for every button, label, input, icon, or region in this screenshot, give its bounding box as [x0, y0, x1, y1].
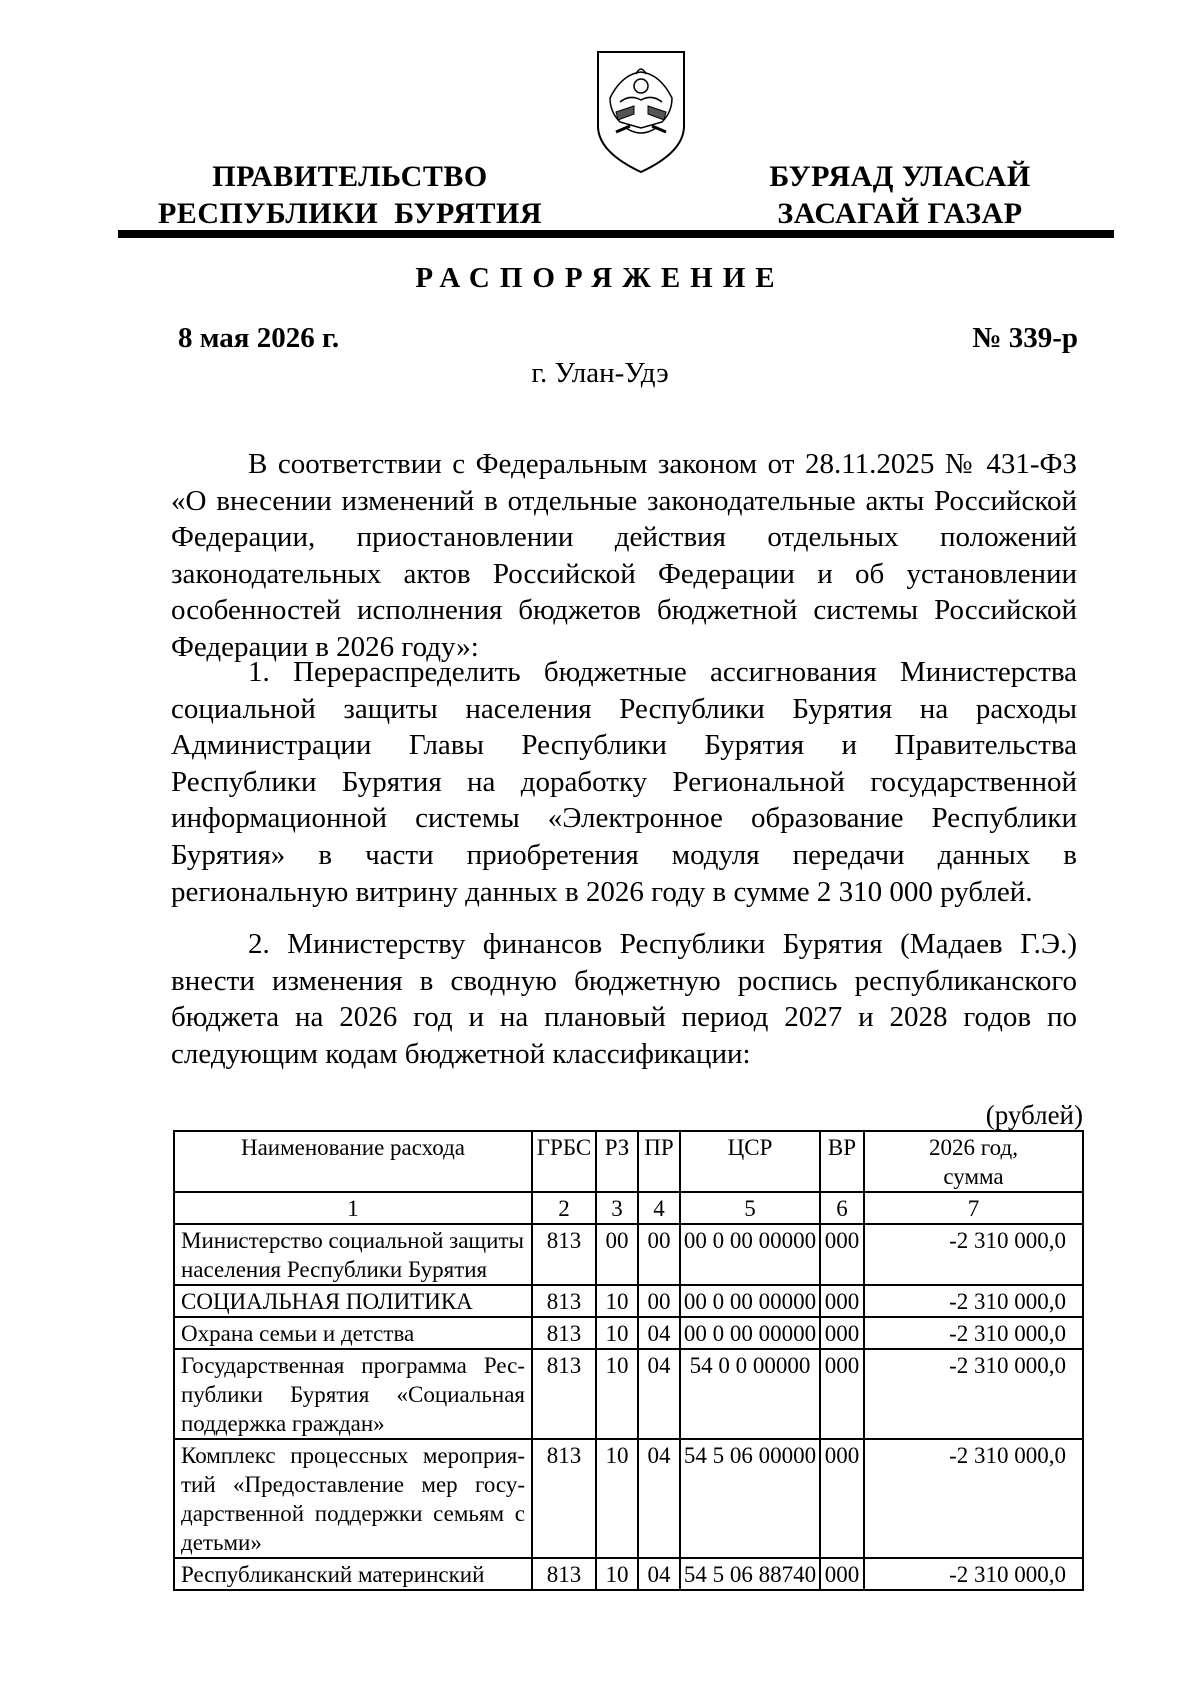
header-cell: ЦСР [680, 1131, 820, 1192]
table-row [174, 1349, 1083, 1439]
grbs-cell: 813 [532, 1558, 596, 1590]
csr-cell: 54 0 0 00000 [680, 1349, 820, 1439]
header-divider [118, 230, 1114, 238]
pr-cell: 00 [638, 1224, 680, 1285]
expense-name-cell: Государственная программа Республики Бурятия «Социальная поддержка граждан» [174, 1349, 532, 1439]
table-row [174, 1224, 1083, 1285]
vr-cell: 000 [820, 1439, 864, 1558]
government-name-russian [150, 158, 550, 232]
grbs-cell: 813 [532, 1349, 596, 1439]
rz-cell: 10 [596, 1439, 638, 1558]
document-type-title: РАСПОРЯЖЕНИЕ [415, 262, 785, 294]
grbs-cell: 813 [532, 1285, 596, 1317]
pr-cell: 04 [638, 1439, 680, 1558]
document-city: г. Улан-Удэ [531, 357, 669, 389]
expense-name-cell: Комплекс процессных мероприятий «Предоставление мер государственной поддержки семьям с детьми» [174, 1439, 532, 1558]
csr-cell: 54 5 06 88740 [680, 1558, 820, 1590]
pr-cell: 04 [638, 1558, 680, 1590]
rz-cell: 00 [596, 1224, 638, 1285]
header-cell: ВР [820, 1131, 864, 1192]
document-date: 8 мая 2026 г. [178, 322, 340, 354]
header-cell: Наименование расхода [174, 1131, 532, 1192]
budget-table [173, 1130, 1084, 1591]
amount-cell: -2 310 000,0 [864, 1224, 1083, 1285]
table-header-row [174, 1131, 1083, 1192]
header-cell: 2026 год, сумма [864, 1131, 1083, 1192]
expense-name-cell: Охрана семьи и детства [174, 1317, 532, 1349]
vr-cell: 000 [820, 1224, 864, 1285]
rz-cell: 10 [596, 1558, 638, 1590]
table-row [174, 1317, 1083, 1349]
expense-name-cell: Министерство социальной защиты населения Республики Бурятия [174, 1224, 532, 1285]
grbs-cell: 813 [532, 1317, 596, 1349]
government-name-buryat-line-2: ЗАСАГАЙ ГАЗАР [777, 197, 1023, 230]
pr-cell: 04 [638, 1349, 680, 1439]
vr-cell: 000 [820, 1285, 864, 1317]
table-row [174, 1439, 1083, 1558]
clause-1-paragraph: 1. Перераспределить бюджетные ассигнования Министерства социальной защиты населения Республики Бурятия на расходы Администрации Главы Республики Бурятия и Правительства Республики Бурятия на доработку Региональной государственной информационной системы «Электронное образование Республики Бурятия» в части приобретения модуля передачи данных в региональную витрину данных в 2026 году в сумме 2 310 000 рублей. [171, 656, 1077, 908]
rz-cell: 10 [596, 1317, 638, 1349]
table-units: (рублей) [985, 1100, 1083, 1130]
grbs-cell: 813 [532, 1224, 596, 1285]
preamble-paragraph: В соответствии с Федеральным законом от 28.11.2025 № 431-ФЗ «О внесении изменений в отдельные законодательные акты Российской Федерации, приостановлении действия отдельных положений законодательных актов Российской Федерации и об установлении особенностей исполнения бюджетов бюджетной системы Российской Федерации в 2026 году»: [171, 448, 1077, 663]
csr-cell: 00 0 00 00000 [680, 1285, 820, 1317]
header-cell: ГРБС [532, 1131, 596, 1192]
csr-cell: 54 5 06 00000 [680, 1439, 820, 1558]
column-number-cell: 1 [174, 1192, 532, 1224]
column-number-cell: 2 [532, 1192, 596, 1224]
table-row [174, 1558, 1083, 1590]
amount-cell: -2 310 000,0 [864, 1349, 1083, 1439]
column-number-cell: 7 [864, 1192, 1083, 1224]
vr-cell: 000 [820, 1349, 864, 1439]
amount-cell: -2 310 000,0 [864, 1317, 1083, 1349]
government-name-line-1: ПРАВИТЕЛЬСТВО [212, 160, 488, 193]
rz-cell: 10 [596, 1349, 638, 1439]
column-number-cell: 6 [820, 1192, 864, 1224]
grbs-cell: 813 [532, 1439, 596, 1558]
column-number-cell: 3 [596, 1192, 638, 1224]
amount-cell: -2 310 000,0 [864, 1558, 1083, 1590]
government-name-buryat-line-1: БУРЯАД УЛАСАЙ [769, 160, 1031, 193]
vr-cell: 000 [820, 1317, 864, 1349]
coat-of-arms-emblem [590, 48, 692, 176]
column-number-cell: 5 [680, 1192, 820, 1224]
rz-cell: 10 [596, 1285, 638, 1317]
table-row [174, 1285, 1083, 1317]
csr-cell: 00 0 00 00000 [680, 1317, 820, 1349]
pr-cell: 00 [638, 1285, 680, 1317]
column-number-cell: 4 [638, 1192, 680, 1224]
amount-cell: -2 310 000,0 [864, 1439, 1083, 1558]
vr-cell: 000 [820, 1558, 864, 1590]
amount-cell: -2 310 000,0 [864, 1285, 1083, 1317]
government-name-buryat [740, 158, 1060, 232]
clause-2-paragraph: 2. Министерству финансов Республики Бурятия (Мадаев Г.Э.) внести изменения в сводную бюджетную роспись республиканского бюджета на 2026 год и на плановый период 2027 и 2028 годов по следующим кодам бюджетной классификации: [171, 928, 1077, 1070]
expense-name-cell: Республиканский материнский [174, 1558, 532, 1590]
pr-cell: 04 [638, 1317, 680, 1349]
header-cell: РЗ [596, 1131, 638, 1192]
csr-cell: 00 0 00 00000 [680, 1224, 820, 1285]
expense-name-cell: СОЦИАЛЬНАЯ ПОЛИТИКА [174, 1285, 532, 1317]
document-number: № 339-р [972, 322, 1078, 354]
header-cell: ПР [638, 1131, 680, 1192]
column-number-row [174, 1192, 1083, 1224]
government-name-line-2: РЕСПУБЛИКИ БУРЯТИЯ [157, 197, 543, 230]
